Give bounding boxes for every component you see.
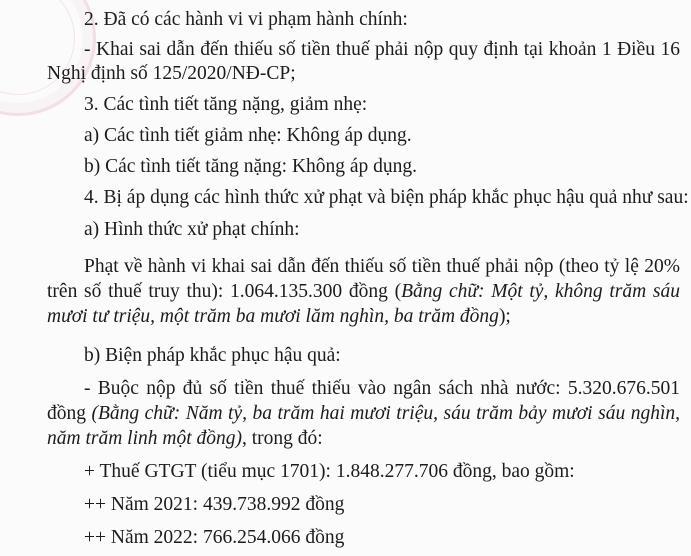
red-seal-stamp [0, 0, 96, 116]
main-penalty-heading: a) Hình thức xử phạt chính: [84, 219, 300, 240]
remedy-amount-words-cont: năm trăm linh một đồng) [47, 428, 242, 449]
violation-line-2: Nghị định số 125/2020/NĐ-CP; [47, 63, 296, 84]
penalty-amount-words-cont: mươi tư triệu, một trăm ba mươi lăm nghìn, ba trăm đồng [47, 306, 499, 327]
penalty-line-2 [47, 280, 680, 304]
remedial-measures-heading: b) Biện pháp khắc phục hậu quả: [84, 345, 341, 366]
remedy-line-2 [47, 402, 680, 426]
vat-line: + Thuế GTGT (tiểu mục 1701): 1.848.277.706 đồng, bao gồm: [84, 461, 575, 482]
aggravating-circumstances: b) Các tình tiết tăng nặng: Không áp dụng. [84, 156, 418, 177]
section-3-heading: 3. Các tình tiết tăng nặng, giảm nhẹ: [84, 94, 368, 115]
remedy-currency: đồng [47, 403, 92, 424]
section-2-heading: 2. Đã có các hành vi vi phạm hành chính: [84, 9, 408, 30]
penalty-line-3 [47, 305, 511, 329]
penalty-amount-text: trên số thuế truy thu): 1.064.135.300 đồng ( [47, 281, 402, 302]
year-2022-line: ++ Năm 2022: 766.254.066 đồng [84, 527, 345, 548]
penalty-amount-words: Bằng chữ: Một tỷ, không trăm sáu [401, 281, 680, 302]
remedy-amount-words: (Bằng chữ: Năm tỷ, ba trăm hai mươi triệu, sáu trăm bảy mươi sáu nghìn, [91, 403, 680, 424]
penalty-line-1: Phạt về hành vi khai sai dẫn đến thiếu số tiền thuế phải nộp (theo tỷ lệ 20% [84, 256, 680, 277]
year-2021-line: ++ Năm 2021: 439.738.992 đồng [84, 494, 345, 515]
penalty-line-end: ); [498, 306, 511, 327]
remedy-line-end: , trong đó: [242, 428, 323, 449]
section-4-heading: 4. Bị áp dụng các hình thức xử phạt và biện pháp khắc phục hậu quả như sau: [84, 187, 689, 208]
remedy-line-3 [47, 427, 323, 451]
violation-line-1: - Khai sai dẫn đến thiếu số tiền thuế phải nộp quy định tại khoản 1 Điều 16 [84, 39, 680, 60]
remedy-line-1: - Buộc nộp đủ số tiền thuế thiếu vào ngân sách nhà nước: 5.320.676.501 [84, 378, 680, 399]
mitigating-circumstances: a) Các tình tiết giảm nhẹ: Không áp dụng. [84, 125, 412, 146]
